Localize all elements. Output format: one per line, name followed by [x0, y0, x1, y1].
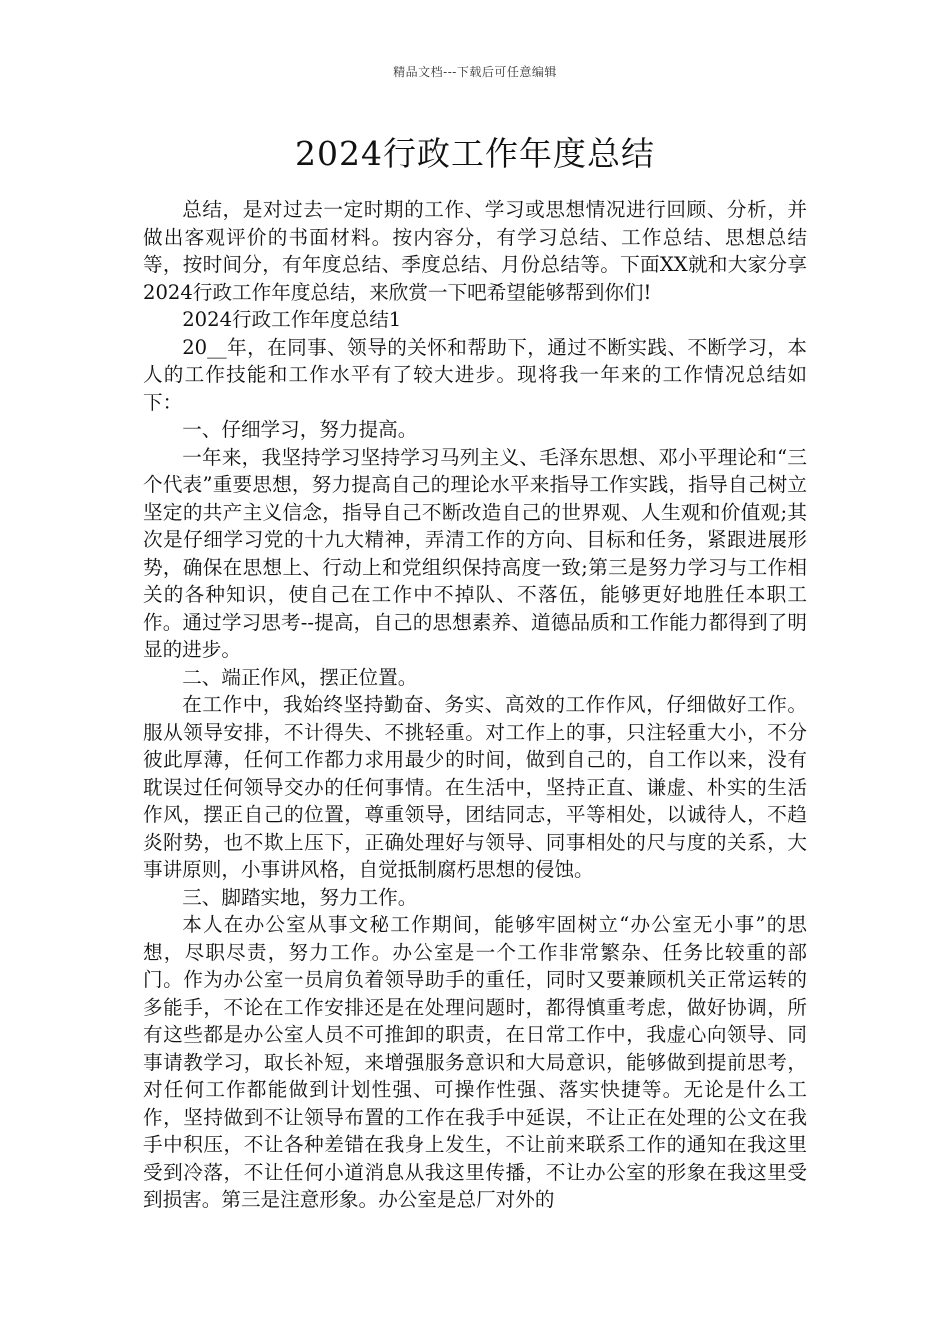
section-heading-1: 一、仔细学习，努力提高。	[182, 418, 418, 441]
page-header-note: 精品文档---下载后可任意编辑	[393, 65, 557, 79]
paragraph-section-1: 一年来，我坚持学习坚持学习马列主义、毛泽东思想、邓小平理论和“三个代表”重要思想，努力提高自己的理论水平来指导工作实践，指导自己树立坚定的共产主义信念，指导自己不断改造自己的世界观、人生观和价值观;其次是仔细学习党的十九大精神，弄清工作的方向、目标和任务，紧跟进展形势，确保在思想上、行动上和党组织保持高度一致;第三是努力学习与工作相关的各种知识，使自己在工作中不掉队、不落伍，能够更好地胜任本职工作。通过学习思考--提高，自己的思想素养、道德品质和工作能力都得到了明显的进步。	[143, 445, 807, 661]
paragraph-intro: 总结，是对过去一定时期的工作、学习或思想情况进行回顾、分析，并做出客观评价的书面材料。按内容分，有学习总结、工作总结、思想总结等，按时间分，有年度总结、季度总结、月份总结等。下面XX就和大家分享2024行政工作年度总结，来欣赏一下吧希望能够帮到你们!	[143, 198, 807, 304]
paragraph-opening: 20__年，在同事、领导的关怀和帮助下，通过不断实践、不断学习，本人的工作技能和工作水平有了较大进步。现将我一年来的工作情况总结如下：	[143, 335, 807, 414]
section-heading-3: 三、脚踏实地，努力工作。	[182, 885, 418, 909]
document-title: 2024行政工作年度总结	[295, 134, 655, 173]
paragraph-subtitle: 2024行政工作年度总结1	[182, 308, 402, 331]
document-body	[143, 196, 807, 1214]
section-heading-2: 二、端正作风，摆正位置。	[182, 665, 418, 689]
paragraph-section-2: 在工作中，我始终坚持勤奋、务实、高效的工作作风，仔细做好工作。服从领导安排，不计得失、不挑轻重。对工作上的事，只注轻重大小，不分彼此厚薄，任何工作都力求用最少的时间，做到自己的，自工作以来，没有耽误过任何领导交办的任何事情。在生活中，坚持正直、谦虚、朴实的生活作风，摆正自己的位置，尊重领导，团结同志，平等相处，以诚待人，不趋炎附势，也不欺上压下，正确处理好与领导、同事相处的尺与度的关系，大事讲原则，小事讲风格，自觉抵制腐朽思想的侵蚀。	[143, 693, 807, 881]
paragraph-section-3: 本人在办公室从事文秘工作期间，能够牢固树立“办公室无小事”的思想，尽职尽责，努力工作。办公室是一个工作非常繁杂、任务比较重的部门。作为办公室一员肩负着领导助手的重任，同时又要兼顾机关正常运转的多能手，不论在工作安排还是在处理问题时，都得慎重考虑，做好协调，所有这些都是办公室人员不可推卸的职责，在日常工作中，我虚心向领导、同事请教学习，取长补短，来增强服务意识和大局意识，能够做到提前思考，对任何工作都能做到计划性强、可操作性强、落实快捷等。无论是什么工作，坚持做到不让领导布置的工作在我手中延误，不让正在处理的公文在我手中积压，不让各种差错在我身上发生，不让前来联系工作的通知在我这里受到冷落，不让任何小道消息从我这里传播，不让办公室的形象在我这里受到损害。第三是注意形象。办公室是总厂对外的	[143, 913, 807, 1211]
